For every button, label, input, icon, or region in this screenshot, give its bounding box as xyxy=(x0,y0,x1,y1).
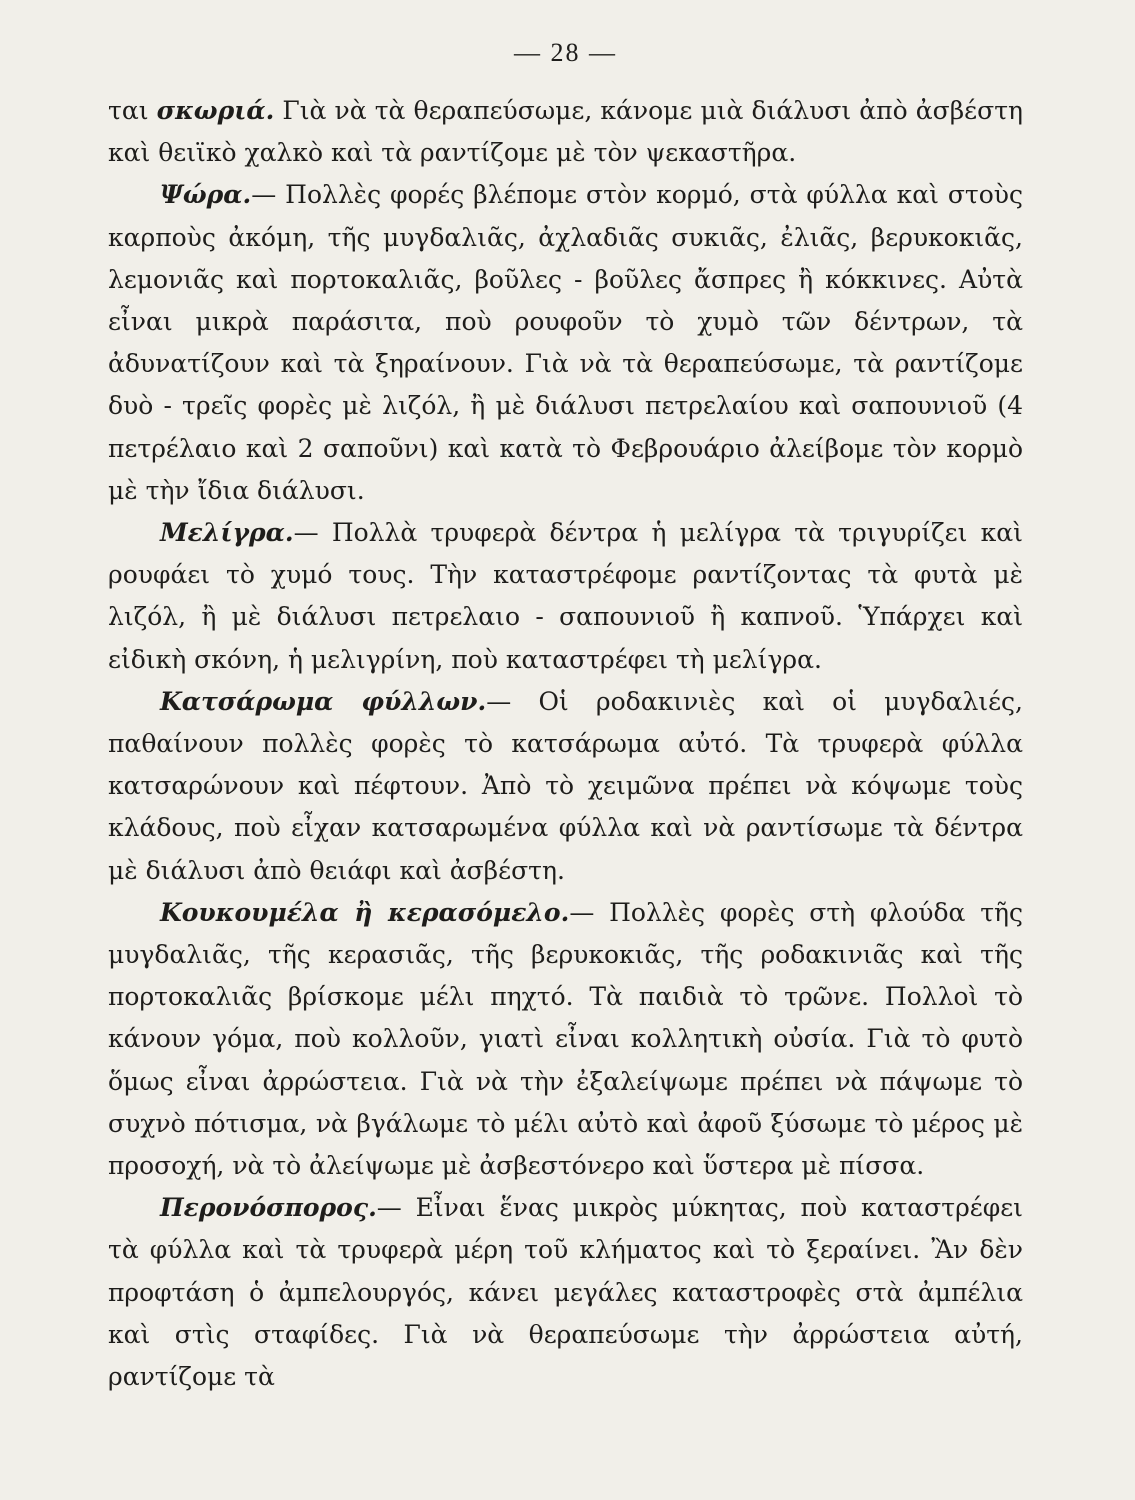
heading-dash: — xyxy=(486,686,512,716)
paragraph-text: Πολλὲς φορὲς στὴ φλούδα τῆς μυγδαλιᾶς, τῆς κερασιᾶς, τῆς βερυκοκιᾶς, τῆς ροδακινιᾶς καὶ τῆς πορτοκαλιᾶς βρίσκομε μέλι πηχτό. Τὰ παιδιὰ τὸ τρῶνε. Πολλοὶ τὸ κάνουν γόμα, ποὺ κολλοῦν, γιατὶ εἶναι κολλητικὴ οὐσία. Γιὰ τὸ φυτὸ ὅμως εἶναι ἀρρώστεια. Γιὰ νὰ τὴν ἐξαλείψωμε πρέπει νὰ πάψωμε τὸ συχνὸ πότισμα, νὰ βγάλωμε τὸ μέλι αὐτὸ καὶ ἀφοῦ ξύσωμε τὸ μέρος μὲ προσοχή, νὰ τὸ ἀλείψωμε μὲ ἀσβεστόνερο καὶ ὕστερα μὲ πίσσα. xyxy=(108,897,1024,1181)
page-number: — 28 — xyxy=(514,38,617,67)
heading-dash: — xyxy=(569,897,595,927)
paragraph-text: Οἱ ροδακινιὲς καὶ οἱ μυγδαλιές, παθαίνουν πολλὲς φορὲς τὸ κατσάρωμα αὐτό. Τὰ τρυφερὰ φύλλα κατσαρώνουν καὶ πέφτουν. Ἀπὸ τὸ χειμῶνα πρέπει νὰ κόψωμε τοὺς κλάδους, ποὺ εἶχαν κατσαρωμένα φύλλα καὶ νὰ ραντίσωμε τὰ δέντρα μὲ διάλυσι ἀπὸ θειάφι καὶ ἀσβέστη. xyxy=(108,686,1023,885)
intro-lead: ται xyxy=(108,96,157,125)
section-heading: Μελίγρα. xyxy=(160,518,294,548)
paragraph-intro xyxy=(108,90,1023,174)
paragraph-psora xyxy=(108,174,1023,512)
paragraph-meligra xyxy=(108,512,1023,681)
heading-dash: — xyxy=(251,180,277,210)
paragraph-text: Πολλὲς φορές βλέπομε στὸν κορμό, στὰ φύλλα καὶ στοὺς καρποὺς ἀκόμη, τῆς μυγδαλιᾶς, ἀχλαδιᾶς συκιᾶς, ἐλιᾶς, βερυκοκιᾶς, λεμονιᾶς καὶ πορτοκαλιᾶς, βοῦλες - βοῦλες ἄσπρες ἢ κόκκινες. Αὐτὰ εἶναι μικρὰ παράσιτα, ποὺ ρουφοῦν τὸ χυμὸ τῶν δέντρων, τὰ ἀδυνατίζουν καὶ τὰ ξηραίνουν. Γιὰ νὰ τὰ θεραπεύσωμε, τὰ ραντίζομε δυὸ - τρεῖς φορὲς μὲ λιζόλ, ἢ μὲ διάλυσι πετρελαίου καὶ σαπουνιοῦ (4 πετρέλαιο καὶ 2 σαποῦνι) καὶ κατὰ τὸ Φεβρουάριο ἀλείβομε τὸν κορμὸ μὲ τὴν ἴδια διάλυσι. xyxy=(108,180,1023,505)
page-body xyxy=(108,90,1023,1398)
section-heading: Περονόσπορος. xyxy=(160,1193,377,1223)
paragraph-text: Πολλὰ τρυφερὰ δέντρα ἡ μελίγρα τὰ τριγυρίζει καὶ ρουφάει τὸ χυμό τους. Τὴν καταστρέφομε ραντίζοντας τὰ φυτὰ μὲ λιζόλ, ἢ μὲ διάλυσι πετρελαιο - σαπουνιοῦ ἢ καπνοῦ. Ὑπάρχει καὶ εἰδικὴ σκόνη, ἡ μελιγρίνη, ποὺ καταστρέφει τὴ μελίγρα. xyxy=(108,518,1023,674)
paragraph-peronosporos xyxy=(108,1187,1023,1398)
heading-dash: — xyxy=(376,1193,402,1223)
section-heading: Κατσάρωμα φύλλων. xyxy=(160,686,487,716)
paragraph-katsaroma xyxy=(108,681,1023,892)
intro-lead-italic: σκωριά. xyxy=(156,96,275,125)
section-heading: Ψώρα. xyxy=(160,180,252,210)
heading-dash: — xyxy=(293,518,319,548)
section-heading: Κουκουμέλα ἢ κερασόμελο. xyxy=(160,897,570,927)
paragraph-koukoumela xyxy=(108,892,1023,1187)
paragraph-text: Γιὰ νὰ τὰ θεραπεύσωμε, κάνομε μιὰ διάλυσι ἀπὸ ἀσβέστη καὶ θειϊκὸ χαλκὸ καὶ τὰ ραντίζομε μὲ τὸν ψεκαστῆρα. xyxy=(108,96,1024,168)
paragraph-text: Εἶναι ἕνας μικρὸς μύκητας, ποὺ καταστρέφει τὰ φύλλα καὶ τὰ τρυφερὰ μέρη τοῦ κλήματος καὶ τὸ ξεραίνει. Ἂν δὲν προφτάση ὁ ἀμπελουργός, κάνει μεγάλες καταστροφὲς στὰ ἀμπέλια καὶ στὶς σταφίδες. Γιὰ νὰ θεραπεύσωμε τὴν ἀρρώστεια αὐτή, ραντίζομε τὰ xyxy=(108,1193,1023,1392)
